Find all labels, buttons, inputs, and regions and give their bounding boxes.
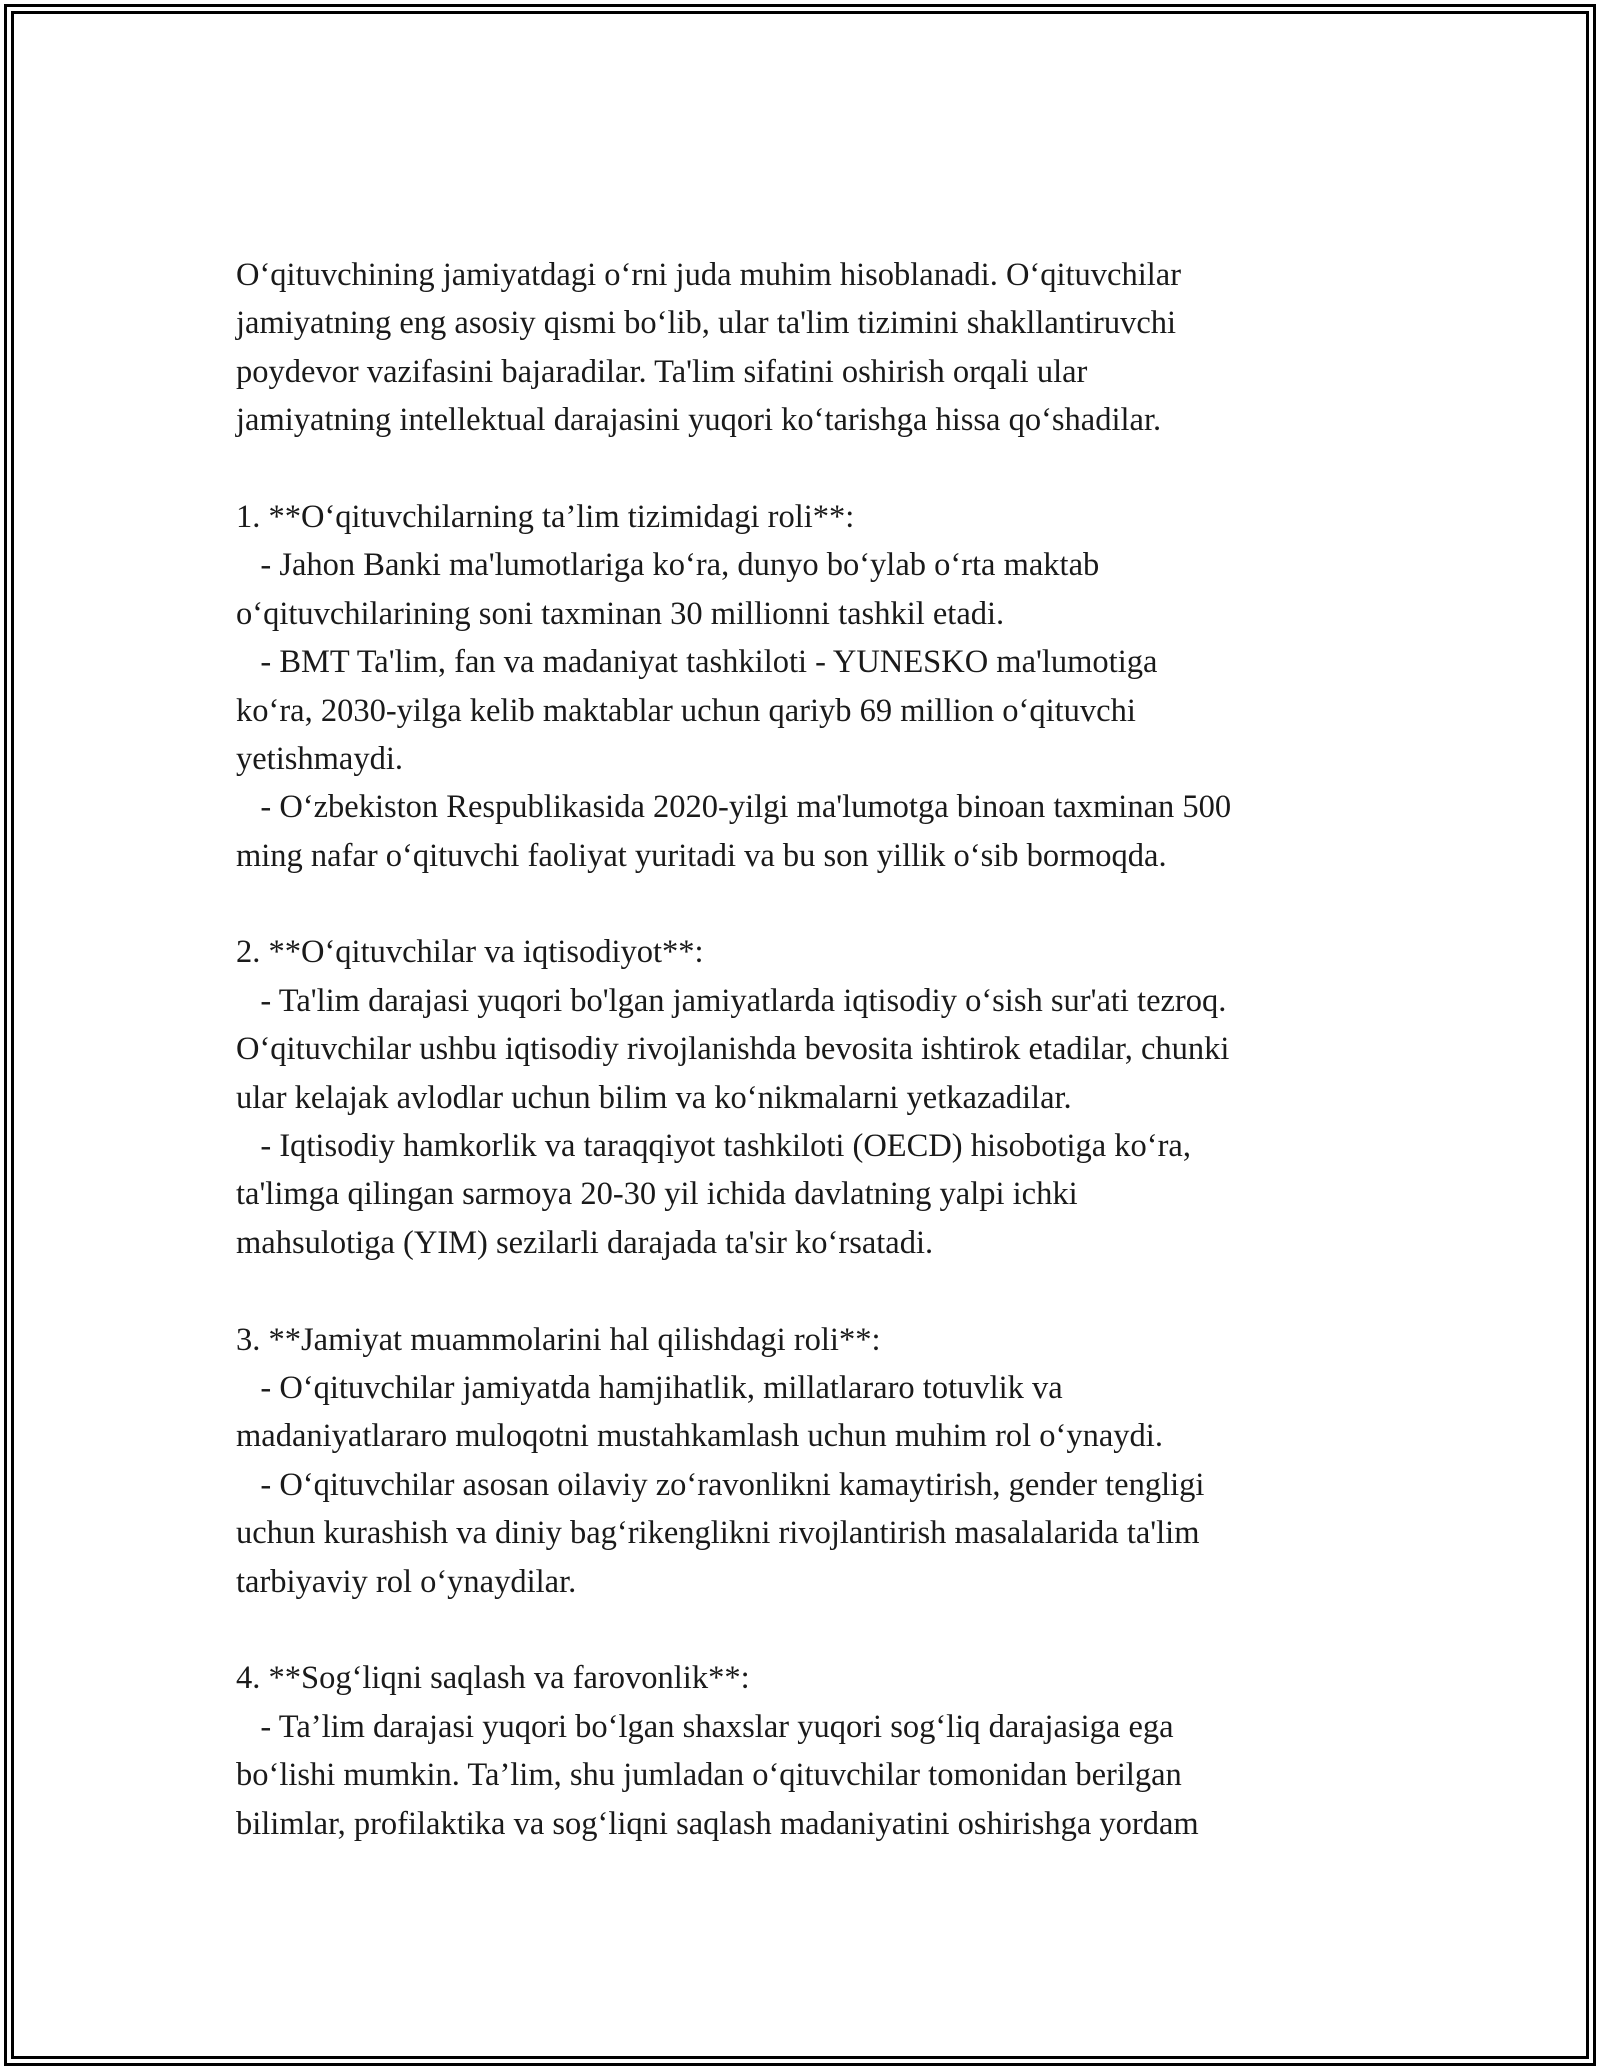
section-heading: 4. **Sog‘liqni saqlash va farovonlik**: <box>236 1660 750 1697</box>
text-line: O‘qituvchining jamiyatdagi o‘rni juda muhim hisoblanadi. O‘qituvchilar <box>236 257 1182 293</box>
text-line: uchun kurashish va diniy bag‘rikenglikni rivojlantirish masalalarida ta'lim <box>236 1515 1200 1552</box>
text-line: - O‘qituvchilar asosan oilaviy zo‘ravonlikni kamaytirish, gender tengligi <box>236 1466 1205 1503</box>
text-line: - Ta'lim darajasi yuqori bo'lgan jamiyatlarda iqtisodiy o‘sish sur'ati tezroq. <box>236 982 1227 1019</box>
blank-line <box>236 445 1396 493</box>
text-line: ming nafar o‘qituvchi faoliyat yuritadi va bu son yillik o‘sib bormoqda. <box>236 837 1167 874</box>
section-heading: 1. **O‘qituvchilarning ta’lim tizimidagi roli**: <box>236 498 855 535</box>
text-line: poydevor vazifasini bajaradilar. Ta'lim sifatini oshirish orqali ular <box>236 353 1088 390</box>
text-line: - O‘zbekiston Respublikasida 2020-yilgi ma'lumotga binoan taxminan 500 <box>236 789 1232 826</box>
text-line: ular kelajak avlodlar uchun bilim va ko‘nikmalarni yetkazadilar. <box>236 1079 1072 1116</box>
text-line: - Iqtisodiy hamkorlik va taraqqiyot tashkiloti (OECD) hisobotiga ko‘ra, <box>236 1128 1191 1165</box>
text-line: ta'limga qilingan sarmoya 20-30 yil ichida davlatning yalpi ichki <box>236 1176 1078 1213</box>
text-line: madaniyatlararo muloqotni mustahkamlash uchun muhim rol o‘ynaydi. <box>236 1418 1163 1455</box>
blank-line <box>236 1606 1396 1654</box>
text-line: jamiyatning eng asosiy qismi bo‘lib, ular ta'lim tizimini shakllantiruvchi <box>236 305 1177 342</box>
document-body <box>236 251 1396 1848</box>
section-heading: 2. **O‘qituvchilar va iqtisodiyot**: <box>236 934 704 971</box>
text-line: tarbiyaviy rol o‘ynaydilar. <box>236 1563 577 1600</box>
blank-line <box>236 880 1396 928</box>
text-line: yetishmaydi. <box>236 740 403 777</box>
blank-line <box>236 1267 1396 1315</box>
text-line: bilimlar, profilaktika va sog‘liqni saqlash madaniyatini oshirishga yordam <box>236 1805 1199 1842</box>
text-line: - BMT Ta'lim, fan va madaniyat tashkiloti - YUNESKO ma'lumotiga <box>236 644 1158 681</box>
text-line: O‘qituvchilar ushbu iqtisodiy rivojlanishda bevosita ishtirok etadilar, chunki <box>236 1031 1230 1068</box>
text-line: - Ta’lim darajasi yuqori bo‘lgan shaxslar yuqori sog‘liq darajasiga ega <box>236 1708 1174 1745</box>
text-line: jamiyatning intellektual darajasini yuqori ko‘tarishga hissa qo‘shadilar. <box>236 402 1162 439</box>
text-line: bo‘lishi mumkin. Ta’lim, shu jumladan o‘qituvchilar tomonidan berilgan <box>236 1757 1182 1794</box>
section-heading: 3. **Jamiyat muammolarini hal qilishdagi roli**: <box>236 1321 881 1358</box>
text-line: - Jahon Banki ma'lumotlariga ko‘ra, dunyo bo‘ylab o‘rta maktab <box>236 547 1100 584</box>
text-line: o‘qituvchilarining soni taxminan 30 millionni tashkil etadi. <box>236 595 1005 632</box>
text-line: ko‘ra, 2030-yilga kelib maktablar uchun qariyb 69 million o‘qituvchi <box>236 692 1136 729</box>
text-line: mahsulotiga (YIM) sezilarli darajada ta'sir ko‘rsatadi. <box>236 1224 934 1261</box>
text-line: - O‘qituvchilar jamiyatda hamjihatlik, millatlararo totuvlik va <box>236 1369 1063 1406</box>
